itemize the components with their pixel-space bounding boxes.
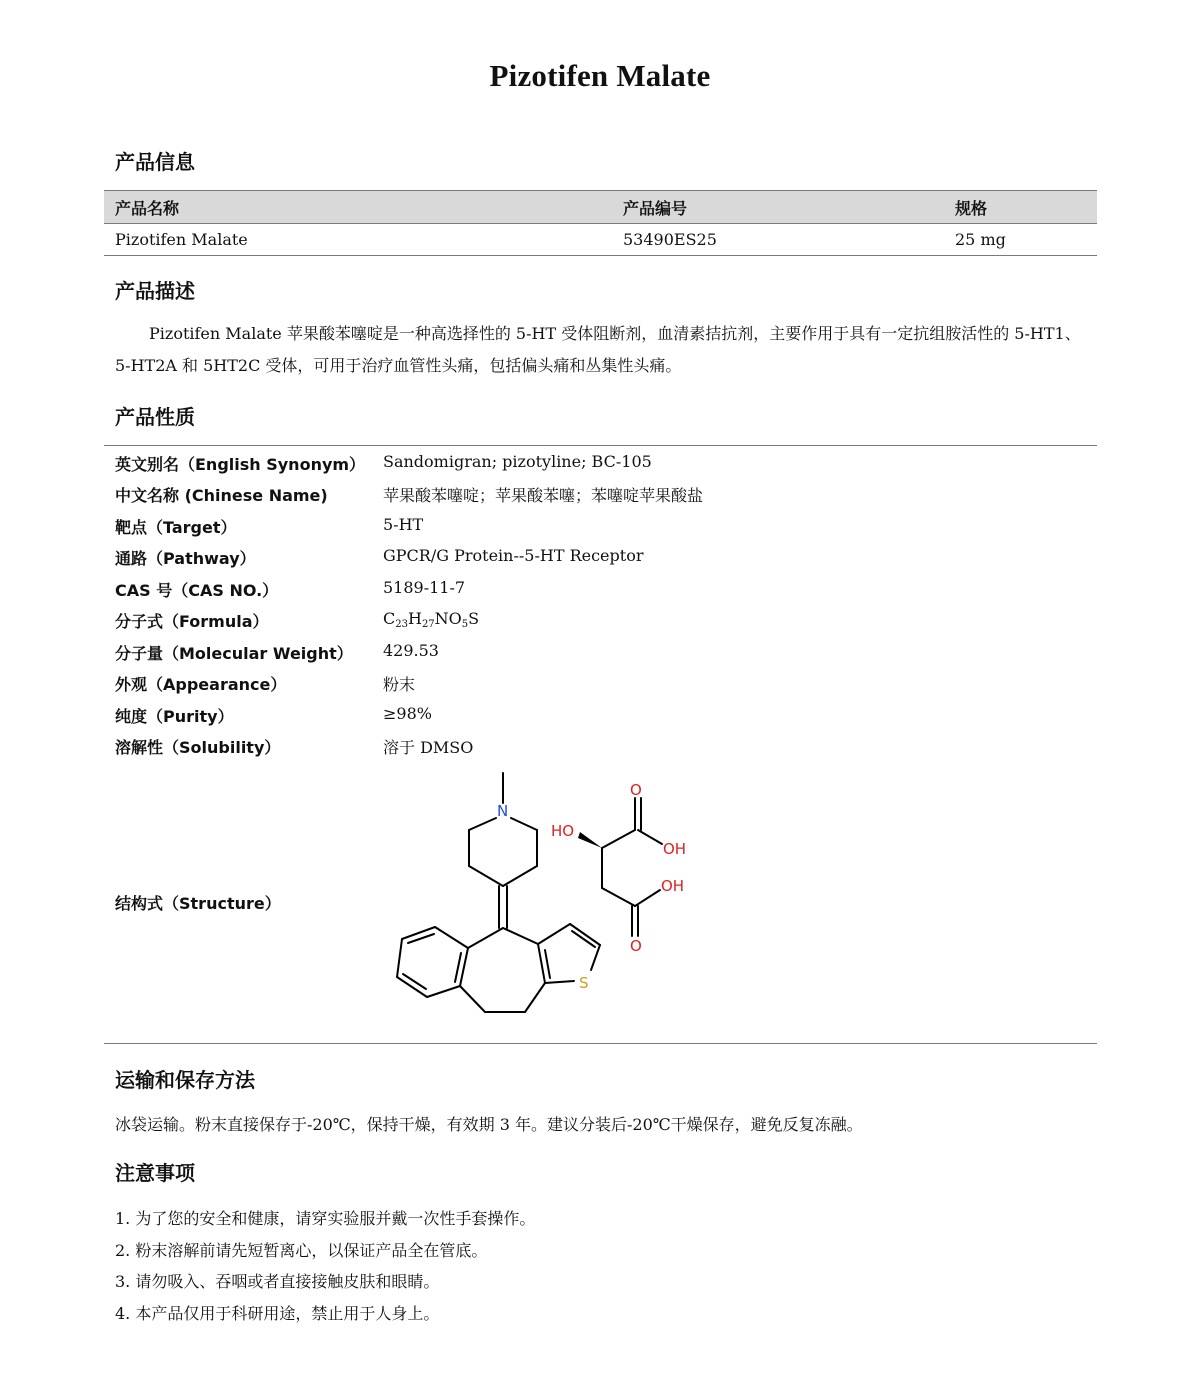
info-cell-name: Pizotifen Malate (115, 230, 248, 249)
properties-top-rule (104, 445, 1097, 446)
section-heading-notes: 注意事项 (115, 1161, 195, 1185)
info-table-bottom-rule (104, 255, 1097, 256)
property-label: 溶解性（Solubility） (115, 738, 281, 757)
property-label: 纯度（Purity） (115, 707, 234, 726)
property-row-synonym (115, 452, 1095, 483)
info-cell-catalog: 53490ES25 (623, 230, 717, 249)
property-row-purity (115, 704, 1095, 735)
property-label: 分子量（Molecular Weight） (115, 644, 353, 663)
properties-bottom-rule (104, 1043, 1097, 1044)
description-text: Pizotifen Malate 苹果酸苯噻啶是一种高选择性的 5-HT 受体阻断剂，血清素拮抗剂，主要作用于具有一定抗组胺活性的 5-HT1、5-HT2A 和 5HT2C 受体，可用于治疗血管性头痛，包括偏头痛和丛集性头痛。 (115, 324, 1081, 375)
section-heading-storage: 运输和保存方法 (115, 1068, 255, 1092)
property-label: 靶点（Target） (115, 518, 237, 537)
property-label: CAS 号（CAS NO.） (115, 581, 279, 600)
section-heading-properties: 产品性质 (115, 405, 195, 429)
property-row-solubility (115, 735, 1095, 766)
property-value: 5-HT (383, 515, 424, 534)
formula-o-count: 5 (461, 619, 469, 630)
property-row-appearance (115, 672, 1095, 703)
formula-h-count: 27 (421, 619, 435, 630)
atom-s: S (579, 974, 589, 992)
note-item-2: 2. 粉末溶解前请先短暂离心，以保证产品全在管底。 (115, 1241, 488, 1260)
info-header-size: 规格 (955, 199, 988, 218)
structure-diagram (380, 768, 720, 1023)
property-value: 5189-11-7 (383, 578, 466, 597)
property-row-chinese-name (115, 483, 1095, 514)
property-row-cas (115, 578, 1095, 609)
page-title: Pizotifen Malate (489, 58, 711, 93)
structure-bonds (397, 773, 662, 1012)
storage-text: 冰袋运输。粉末直接保存于-20℃，保持干燥，有效期 3 年。建议分装后-20℃干燥保存，避免反复冻融。 (115, 1115, 863, 1134)
info-table-header (104, 190, 1097, 224)
property-value: GPCR/G Protein--5-HT Receptor (383, 546, 644, 565)
property-value: 429.53 (383, 641, 439, 660)
property-label: 外观（Appearance） (115, 675, 287, 694)
atom-o-top: O (630, 781, 642, 799)
property-value: Sandomigran; pizotyline; BC-105 (383, 452, 652, 471)
note-item-1: 1. 为了您的安全和健康，请穿实验服并戴一次性手套操作。 (115, 1209, 536, 1228)
property-label: 通路（Pathway） (115, 549, 256, 568)
atom-oh-top: OH (663, 840, 687, 858)
property-row-pathway (115, 546, 1095, 577)
property-value: ≥98% (383, 704, 432, 723)
property-label: 分子式（Formula） (115, 612, 269, 631)
formula-c-count: 23 (395, 619, 408, 630)
property-label: 中文名称 (Chinese Name) (115, 486, 328, 505)
atom-oh-bottom: OH (661, 877, 685, 895)
formula-s: S (468, 609, 480, 628)
atom-ho: HO (551, 822, 575, 840)
note-item-4: 4. 本产品仅用于科研用途，禁止用于人身上。 (115, 1304, 440, 1323)
note-item-3: 3. 请勿吸入、吞咽或者直接接触皮肤和眼睛。 (115, 1272, 440, 1291)
formula-no: NO (434, 609, 462, 628)
formula-h: H (407, 609, 422, 628)
property-row-formula (115, 609, 1095, 640)
property-row-mw (115, 641, 1095, 672)
property-value-formula (383, 609, 479, 630)
atom-o-bottom: O (630, 937, 642, 955)
info-header-catalog: 产品编号 (623, 199, 688, 218)
section-heading-info: 产品信息 (115, 150, 195, 174)
property-value: 溶于 DMSO (383, 738, 474, 757)
property-value: 苹果酸苯噻啶；苹果酸苯噻；苯噻啶苹果酸盐 (383, 486, 704, 505)
formula-c: C (383, 609, 396, 628)
atom-n: N (497, 802, 509, 820)
property-label: 英文别名（English Synonym） (115, 455, 366, 474)
structure-label: 结构式（Structure） (115, 894, 281, 913)
info-header-name: 产品名称 (115, 199, 180, 218)
stereo-wedge-bond (578, 832, 602, 848)
property-row-target (115, 515, 1095, 546)
property-value: 粉末 (383, 675, 416, 694)
info-cell-size: 25 mg (955, 230, 1006, 249)
section-heading-description: 产品描述 (115, 279, 195, 303)
